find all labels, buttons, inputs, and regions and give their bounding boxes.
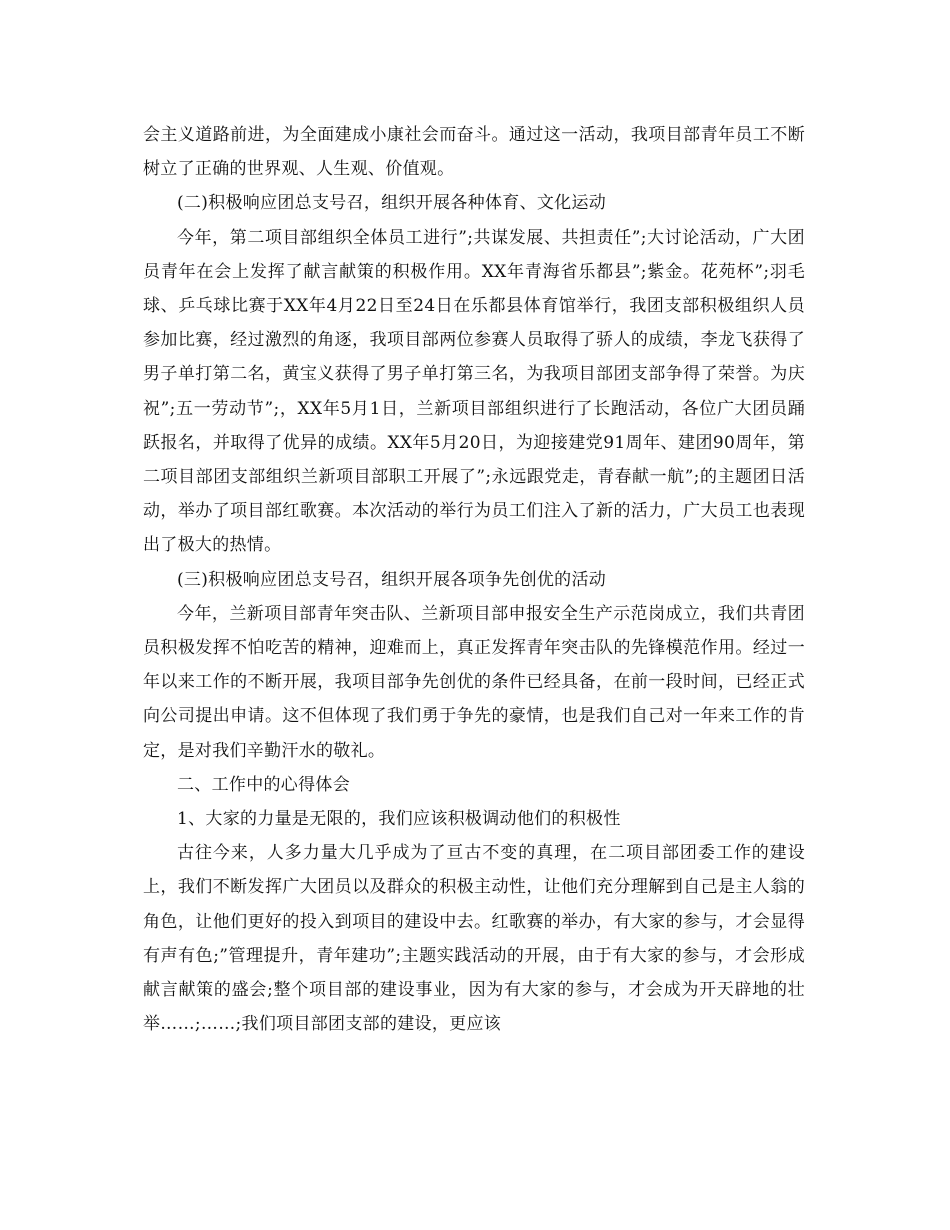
section-heading-sports-culture: (二)积极响应团总支号召，组织开展各种体育、文化运动	[177, 193, 607, 214]
paragraph-excellence-activities: 今年，兰新项目部青年突击队、兰新项目部申报安全生产示范岗成立，我们共青团员积极发挥不怕吃苦的精神，迎难而上，真正发挥青年突击队的先锋模范作用。经过一年以来工作的不断开展，我项目部争先创优的条件已经具备，在前一段时间，已经正式向公司提出申请。这不但体现了我们勇于争先的豪情，也是我们自己对一年来工作的肯定，是对我们辛勤汗水的敬礼。	[143, 603, 805, 761]
section-heading-experience: 二、工作中的心得体会	[177, 774, 350, 795]
paragraph-sports-culture-activities: 今年，第二项目部组织全体员工进行”;共谋发展、共担责任”;大讨论活动，广大团员青年在会上发挥了献言献策的积极作用。XX年青海省乐都县”;紫金。花苑杯”;羽毛球、乒乓球比赛于XX年4月22日至24日在乐都县体育馆举行，我团支部积极组织人员参加比赛，经过激烈的角逐，我项目部两位参赛人员取得了骄人的成绩，李龙飞获得了男子单打第二名，黄宝义获得了男子单打第三名，为我项目部团支部争得了荣誉。为庆祝”;五一劳动节”;，XX年5月1日，兰新项目部组织进行了长跑活动，各位广大团员踊跃报名，并取得了优异的成绩。XX年5月20日，为迎接建党91周年、建团90周年，第二项目部团支部组织兰新项目部职工开展了”;永远跟党走，青春献一航”;的主题团日活动，举办了项目部红歌赛。本次活动的举行为员工们注入了新的活力，广大员工也表现出了极大的热情。	[143, 227, 805, 556]
subsection-heading-collective-strength: 1、大家的力量是无限的，我们应该积极调动他们的积极性	[177, 809, 621, 830]
section-heading-excellence: (三)积极响应团总支号召，组织开展各项争先创优的活动	[177, 569, 607, 590]
paragraph-collective-strength: 古往今来，人多力量大几乎成为了亘古不变的真理，在二项目部团委工作的建设上，我们不断发挥广大团员以及群众的积极主动性，让他们充分理解到自己是主人翁的角色，让他们更好的投入到项目的建设中去。红歌赛的举办，有大家的参与，才会显得有声有色;”管理提升，青年建功”;主题实践活动的开展，由于有大家的参与，才会形成献言献策的盛会;整个项目部的建设事业，因为有大家的参与，才会成为开天辟地的壮举……;……;我们项目部团支部的建设，更应该	[143, 843, 805, 1035]
paragraph-continuation: 会主义道路前进，为全面建成小康社会而奋斗。通过这一活动，我项目部青年员工不断树立了正确的世界观、人生观、价值观。	[143, 125, 805, 180]
document-body	[143, 118, 805, 1041]
